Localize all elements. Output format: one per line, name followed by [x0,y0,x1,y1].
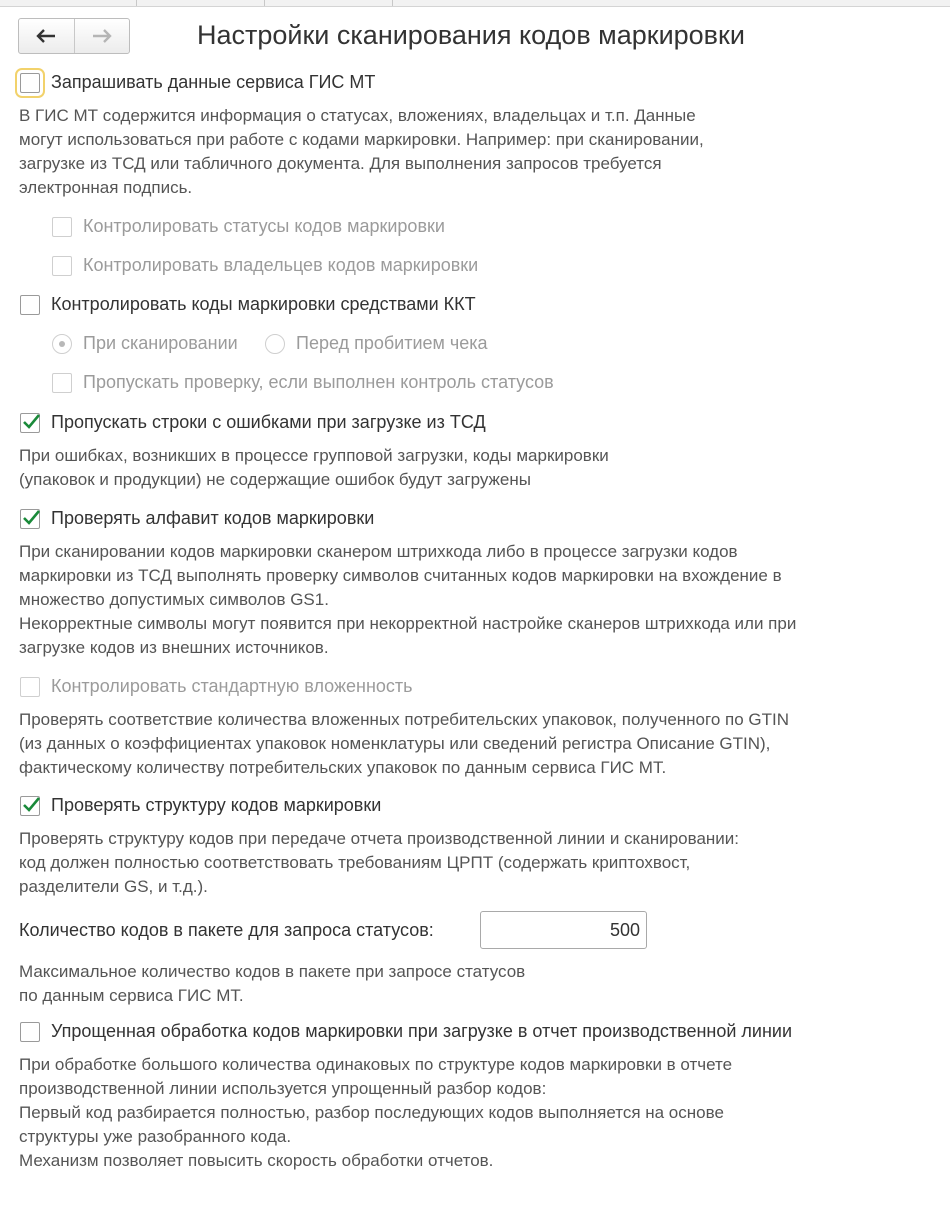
gis-mt-checkbox[interactable] [20,73,40,93]
kkt-option[interactable] [20,294,476,315]
structure-checkbox[interactable] [20,796,40,816]
nesting-label: Контролировать стандартную вложенность [51,676,413,696]
forward-button[interactable] [74,19,130,53]
control-owners-label: Контролировать владельцев кодов маркировки [83,255,479,275]
control-owners-checkbox[interactable] [52,256,72,276]
checkmark-icon [22,413,40,431]
kkt-label: Контролировать коды маркировки средствами ККТ [51,294,476,314]
skip-errors-label: Пропускать строки с ошибками при загрузке из ТСД [51,412,486,432]
structure-description: Проверять структуру кодов при передаче отчета производственной линии и сканировании: код должен полностью соответствовать требованиям ЦРПТ (содержать криптохвост, разделители GS, и т.д.). [19,829,740,896]
structure-option[interactable] [20,795,381,816]
radio-on-scan-option[interactable] [52,333,238,354]
page-title: Настройки сканирования кодов маркировки [197,20,745,50]
nesting-description: Проверять соответствие количества вложенных потребительских упаковок, полученного по GTIN (из данных о коэффициентах упаковок номенклатуры или сведений регистра Описание GTIN), фактическому количеству потребительских упаковок по данным сервиса ГИС МТ. [19,710,789,777]
radio-before-receipt-option[interactable] [265,333,488,354]
simplified-label: Упрощенная обработка кодов маркировки при загрузке в отчет производственной линии [51,1021,793,1041]
radio-before-receipt-label: Перед пробитием чека [296,333,488,353]
control-owners-option[interactable] [52,255,478,276]
structure-label: Проверять структуру кодов маркировки [51,795,382,815]
checkmark-icon [22,796,40,814]
arrow-left-icon [36,29,56,43]
nesting-checkbox[interactable] [20,677,40,697]
simplified-option[interactable] [20,1021,792,1042]
skip-errors-option[interactable] [20,412,486,433]
alphabet-option[interactable] [20,508,374,529]
kkt-checkbox[interactable] [20,295,40,315]
alphabet-label: Проверять алфавит кодов маркировки [51,508,375,528]
gis-mt-option[interactable] [20,72,375,93]
alphabet-checkbox[interactable] [20,509,40,529]
skip-check-option[interactable] [52,372,554,393]
skip-check-checkbox[interactable] [52,373,72,393]
control-statuses-checkbox[interactable] [52,217,72,237]
back-button[interactable] [19,19,74,53]
radio-on-scan-label: При сканировании [83,333,238,353]
checkmark-icon [22,509,40,527]
batch-size-label: Количество кодов в пакете для запроса статусов: [19,920,434,940]
skip-check-label: Пропускать проверку, если выполнен контроль статусов [83,372,554,392]
control-statuses-option[interactable] [52,216,445,237]
radio-on-scan[interactable] [52,334,72,354]
skip-errors-checkbox[interactable] [20,413,40,433]
gis-mt-description: В ГИС МТ содержится информация о статусах, вложениях, владельцах и т.п. Данные могут использоваться при работе с кодами маркировки. Например: при сканировании, загрузке из ТСД или табличного документа. Для выполнения запросов требуется электронная подпись. [19,106,704,197]
batch-size-input[interactable] [480,911,647,949]
skip-errors-description: При ошибках, возникших в процессе групповой загрузки, коды маркировки (упаковок и продукции) не содержащие ошибок будут загружены [19,446,609,489]
gis-mt-label: Запрашивать данные сервиса ГИС МТ [51,72,376,92]
arrow-right-icon [92,29,112,43]
simplified-description: При обработке большого количества одинаковых по структуре кодов маркировки в отчете производственной линии используется упрощенный разбор кодов: Первый код разбирается полностью, разбор последующих кодов выполняется на основе структуры уже разобранного кода. Механизм позволяет повысить скорость обработки отчетов. [19,1055,733,1170]
batch-size-description: Максимальное количество кодов в пакете при запросе статусов по данным сервиса ГИС МТ. [19,962,526,1005]
window-top-edge [0,0,950,7]
nesting-option[interactable] [20,676,413,697]
control-statuses-label: Контролировать статусы кодов маркировки [83,216,445,236]
simplified-checkbox[interactable] [20,1022,40,1042]
radio-before-receipt[interactable] [265,334,285,354]
navigation-buttons [18,18,130,54]
alphabet-description: При сканировании кодов маркировки сканером штрихкода либо в процессе загрузки кодов маркировки из ТСД выполнять проверку символов считанных кодов маркировки на вхождение в множество допустимых символов GS1. Некорректные символы могут появится при некорректной настройке сканеров штрихкода или при загрузке кодов из внешних источников. [19,542,797,657]
